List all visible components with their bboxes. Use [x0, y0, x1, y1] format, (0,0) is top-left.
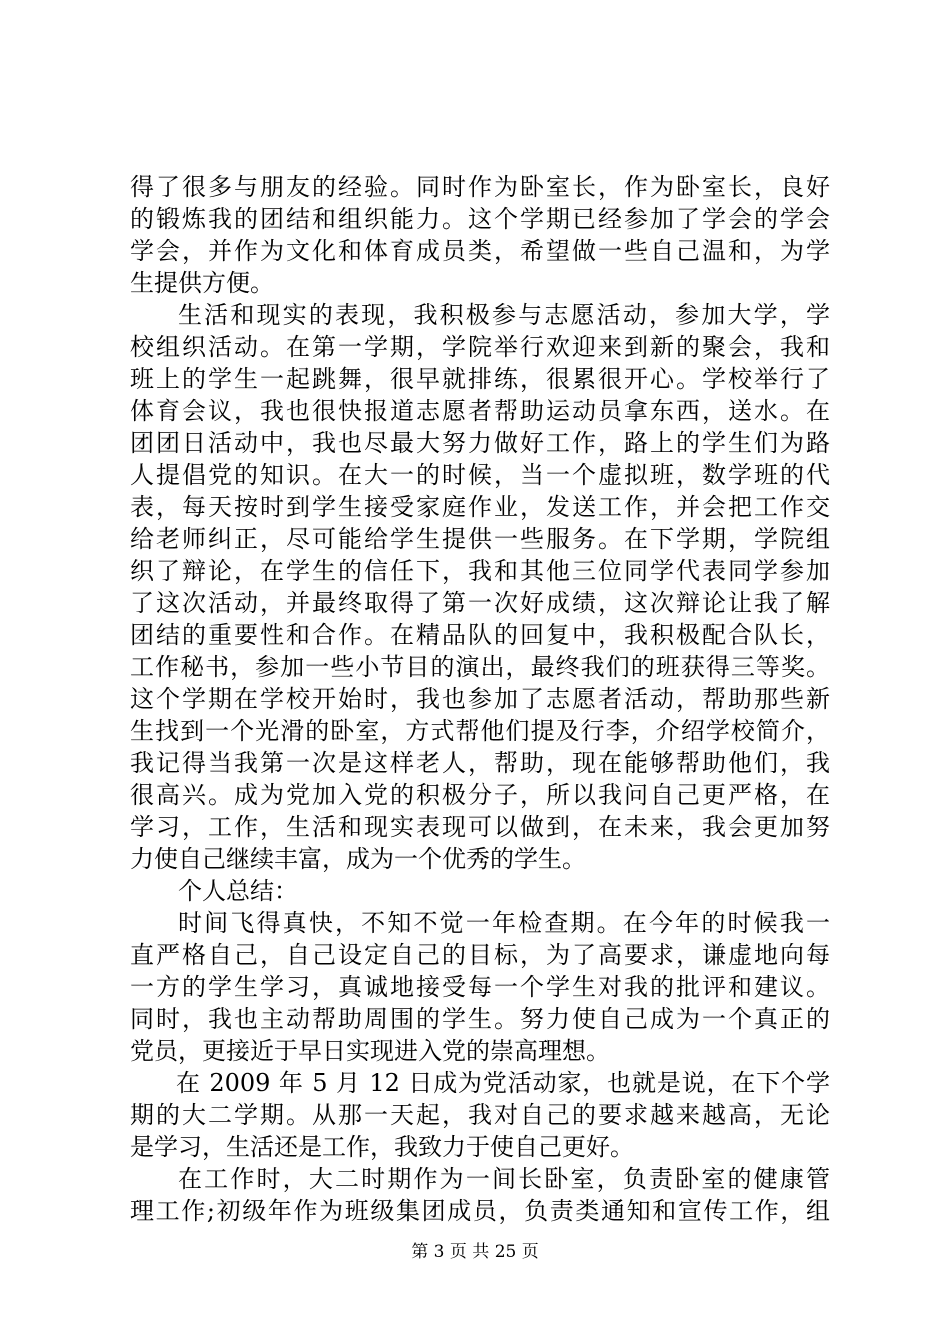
text-line: 的锻炼我的团结和组织能力。这个学期已经参加了学会的学会: [130, 205, 830, 233]
document-body: [130, 171, 830, 1227]
text-line: 团结的重要性和合作。在精品队的回复中，我积极配合队长，: [130, 621, 830, 649]
text-line: 学习，工作，生活和现实表现可以做到，在未来，我会更加努: [130, 813, 830, 841]
text-line: 织了辩论，在学生的信任下，我和其他三位同学代表同学参加: [130, 557, 830, 585]
text-line: 学会，并作为文化和体育成员类，希望做一些自己温和，为学: [130, 237, 830, 265]
text-line: 生提供方便。: [130, 269, 274, 297]
text-line: 力使自己继续丰富，成为一个优秀的学生。: [130, 845, 586, 873]
text-line: 工作秘书，参加一些小节目的演出，最终我们的班获得三等奖。: [130, 653, 830, 681]
text-line: 在工作时，大二时期作为一间长卧室，负责卧室的健康管: [178, 1165, 830, 1193]
text-line: 班上的学生一起跳舞，很早就排练，很累很开心。学校举行了: [130, 365, 830, 393]
text-line: 一方的学生学习，真诚地接受每一个学生对我的批评和建议。: [130, 973, 830, 1001]
text-line: 时间飞得真快，不知不觉一年检查期。在今年的时候我一: [178, 909, 830, 937]
text-line: 是学习，生活还是工作，我致力于使自己更好。: [130, 1133, 634, 1161]
text-line: 了这次活动，并最终取得了第一次好成绩，这次辩论让我了解: [130, 589, 830, 617]
text-line: 校组织活动。在第一学期，学院举行欢迎来到新的聚会，我和: [130, 333, 830, 361]
page-number-footer: 第 3 页 共 25 页: [411, 1242, 539, 1262]
text-line: 直严格自己，自己设定自己的目标，为了高要求，谦虚地向每: [130, 941, 830, 969]
text-line: 给老师纠正，尽可能给学生提供一些服务。在下学期，学院组: [130, 525, 830, 553]
section-heading: 个人总结：: [178, 877, 298, 905]
text-line: 党员，更接近于早日实现进入党的崇高理想。: [130, 1037, 610, 1065]
text-line: 体育会议，我也很快报道志愿者帮助运动员拿东西，送水。在: [130, 397, 830, 425]
text-line: 人提倡党的知识。在大一的时候，当一个虚拟班，数学班的代: [130, 461, 830, 489]
text-line: 团团日活动中，我也尽最大努力做好工作，路上的学生们为路: [130, 429, 830, 457]
text-line: 理工作;初级年作为班级集团成员，负责类通知和宣传工作，组: [130, 1197, 830, 1225]
text-line: 同时，我也主动帮助周围的学生。努力使自己成为一个真正的: [130, 1005, 830, 1033]
text-line: 生找到一个光滑的卧室，方式帮他们提及行李，介绍学校简介，: [130, 717, 830, 745]
text-line: 很高兴。成为党加入党的积极分子，所以我问自己更严格，在: [130, 781, 830, 809]
text-line: 这个学期在学校开始时，我也参加了志愿者活动，帮助那些新: [130, 685, 830, 713]
text-line: 得了很多与朋友的经验。同时作为卧室长，作为卧室长，良好: [130, 173, 830, 201]
text-line: 表，每天按时到学生接受家庭作业，发送工作，并会把工作交: [130, 493, 830, 521]
text-line: 我记得当我第一次是这样老人，帮助，现在能够帮助他们，我: [130, 749, 830, 777]
text-line: 在 2009 年 5 月 12 日成为党活动家，也就是说，在下个学: [176, 1069, 830, 1097]
text-line: 生活和现实的表现，我积极参与志愿活动，参加大学，学: [178, 301, 830, 329]
text-line: 期的大二学期。从那一天起，我对自己的要求越来越高，无论: [130, 1101, 830, 1129]
